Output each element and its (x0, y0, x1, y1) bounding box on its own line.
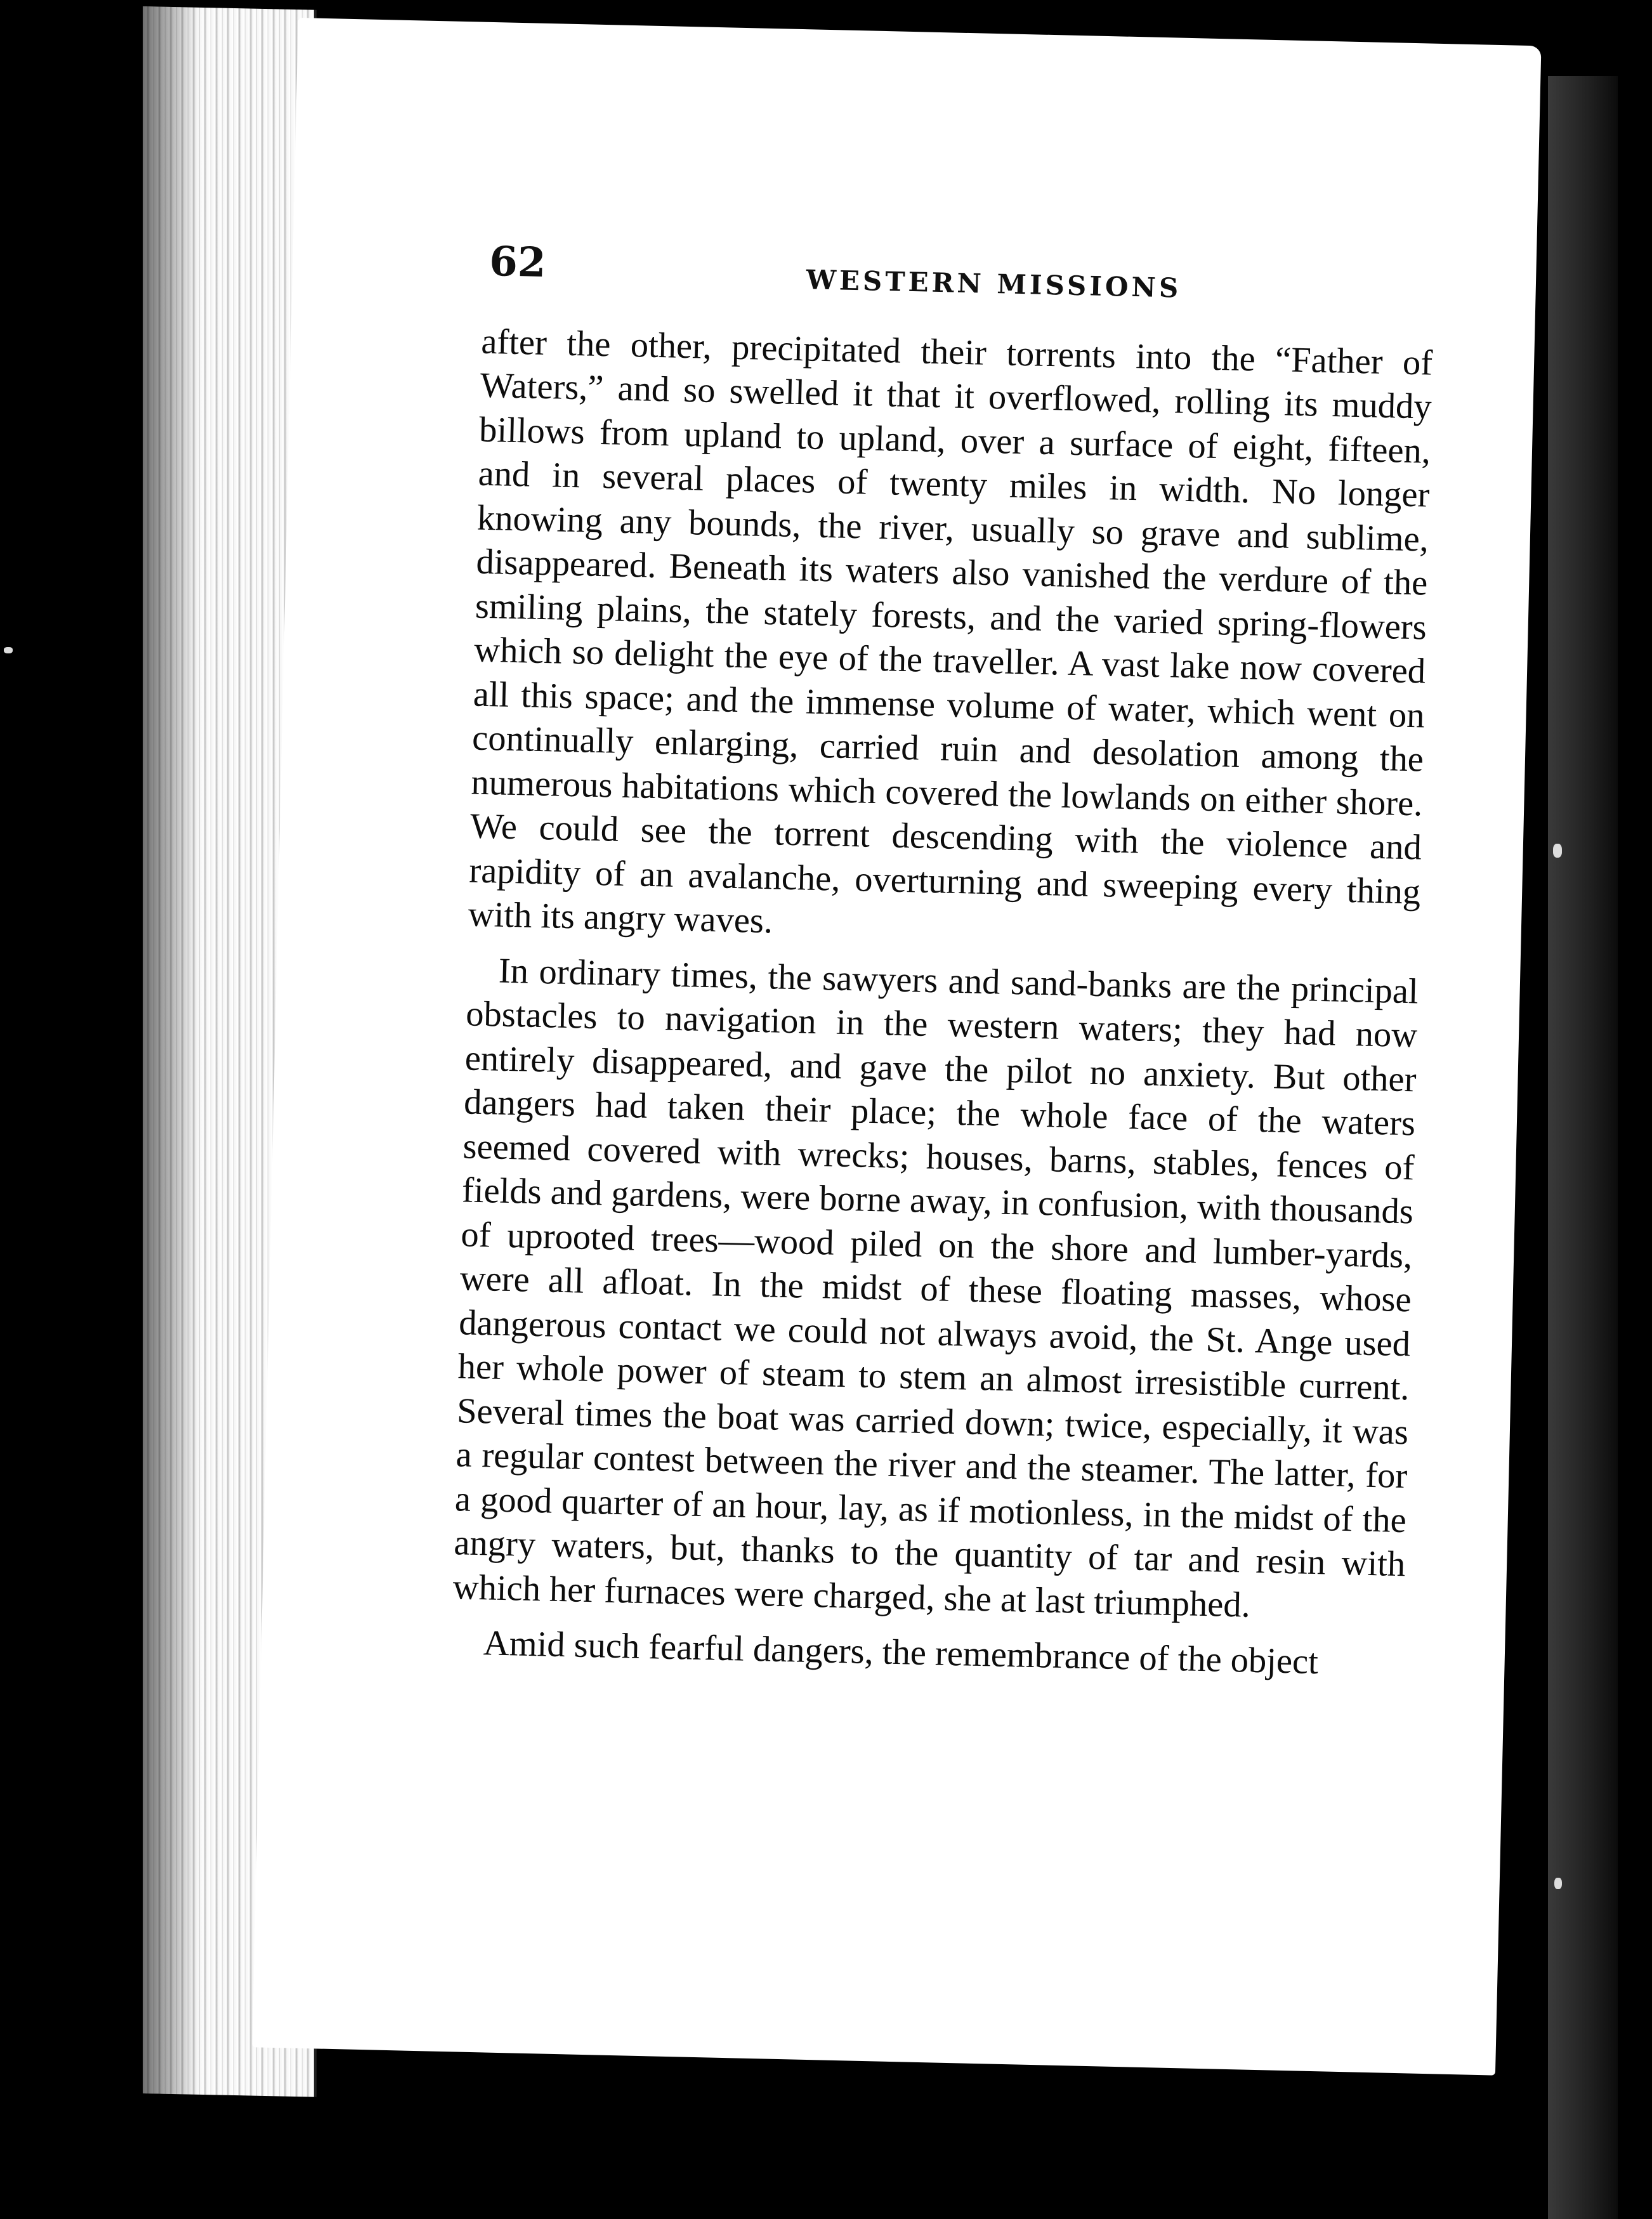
paragraph-3: Amid such fearful dangers, the remembrance of the object (483, 1623, 1319, 1682)
scan-speck (4, 647, 13, 653)
book-page (252, 18, 1541, 2076)
running-head: WESTERN MISSIONS (806, 264, 1182, 304)
page-header (488, 238, 1492, 331)
paragraph-1: after the other, precipitated their torrents into the “Father of Waters,” and so swelled it that it overflowed, rolling its muddy billows from upland to upland, over a surface of eight, fifteen, and in several places of twenty miles in width. No longer knowing any bounds, the river, usually so grave and sublime, disappeared. Beneath its waters also vanished the verdure of the smiling plains, the stately forests, and the varied spring-flowers which so delight the eye of the traveller. A vast lake now covered all this space; and the immense volume of water, which went on continually enlarging, carried ruin and desolation among the numerous habitations which covered the lowlands on either shore. We could see the torrent descending with the violence and rapidity of an avalanche, overturning and sweeping every thing with its angry waves. (468, 322, 1433, 941)
page-edge-shadow (143, 6, 200, 2095)
facing-page-strip (1548, 76, 1618, 2219)
page-number: 62 (488, 237, 547, 287)
scan-speck (1553, 844, 1562, 858)
scan-speck (1554, 1878, 1562, 1889)
paragraph-2: In ordinary times, the sawyers and sand-banks are the principal obstacles to navigation in the western waters; they had now entirely disappeared, and gave the pilot no anxiety. But other dangers had taken their place; the whole face of the waters seemed covered with wrecks; houses, barns, stables, fences of fields and gardens, were borne away, in confusion, with thousands of uprooted trees—wood piled on the shore and lumber-yards, were all afloat. In the midst of these floating masses, whose dangerous contact we could not always avoid, the St. Ange used her whole power of steam to stem an almost irresistible current. Several times the boat was carried down; twice, especially, it was a regular contest between the river and the steamer. The latter, for a good quarter of an hour, lay, as if motionless, in the midst of the angry waters, but, thanks to the quantity of tar and resin with which her furnaces were charged, she at last triumphed. (452, 951, 1419, 1625)
body-text (451, 320, 1433, 1698)
